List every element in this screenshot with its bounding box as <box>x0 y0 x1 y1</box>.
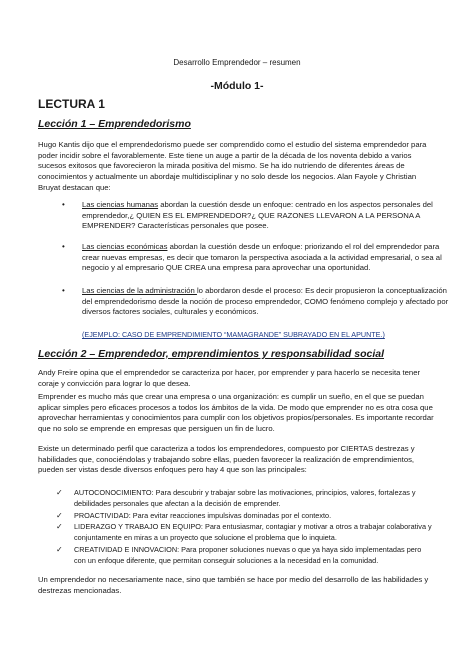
bullet-lead: Las ciencias económicas <box>82 242 168 251</box>
lesson2-paragraph-2: Emprender es mucho más que crear una empresa o una organización: es cumplir un sueño, en el que se puedan aplicar simples pero eficaces procesos a todos los ámbitos de la vida. De modo que emprender no es otra cosa que aprovechar herramientas y conocimientos para cumplir con los objetivos propios/personales. Es importante recordar que no solo se emprende en empresas que persiguen un fin de lucro. <box>38 392 434 434</box>
check-icon: ✓ <box>56 545 63 554</box>
lesson2-paragraph-3: Existe un determinado perfil que caracteriza a todos los emprendedores, compuesto por CIERTAS destrezas y habilidades que, conociéndolas y trabajando sobre ellas, pueden favorecer la realización de emprendimientos, pueden ser vistas desde diversos enfoques pero hay 4 que son las principales: <box>38 444 415 475</box>
bullet-icon: • <box>62 200 65 209</box>
bullet-icon: • <box>62 286 65 295</box>
lesson1-example <box>82 330 452 341</box>
bullet-text: abordan la cuestión desde un enfoque: priorizando el rol del emprendedor para crear nuevas empresas, es decir que tomaron la perspectiva asociada a la actividad empresarial, o sea al negocio y al empresario QUE CREA una empresa para aprovechar una oportunidad. <box>82 242 442 273</box>
trait-creatividad: CREATIVIDAD E INNOVACION: Para proponer soluciones nuevas o que ya haya sido implementadas pero con un enfoque diferente, que permitan conseguir soluciones a la necesidad en la comunidad. <box>74 545 422 565</box>
document-header: Desarrollo Emprendedor – resumen <box>173 58 301 67</box>
lesson1-bullet-2 <box>82 242 452 274</box>
bullet-text: abordan la cuestión desde un enfoque: centrado en los aspectos personales del emprendedor,¿ QUIEN ES EL EMPRENDEDOR?¿ QUE RAZONES LLEVARON A LA PERSONA A EMPRENDER? Características personales que posee. <box>82 200 433 231</box>
lesson1-title: Lección 1 – Emprendedorismo <box>38 118 191 130</box>
check-icon: ✓ <box>56 488 63 497</box>
check-icon: ✓ <box>56 511 63 520</box>
lesson1-intro: Hugo Kantis dijo que el emprendedorismo puede ser comprendido como el estudio del sistema emprendedor para poder incidir sobre el favorablemente. Este tiene un auge a partir de la década de los noventa debido a varios sucesos exitosos que favorecieron la mirada positiva del mismo. Se ha ido nutriendo de diferentes áreas de conocimientos y actualmente un abordaje multidisciplinar y no solo desde los negocios. Alan Fayole y Christian Bruyat destacan que: <box>38 140 427 192</box>
lesson2-title: Lección 2 – Emprendedor, emprendimientos y responsabilidad social <box>38 348 385 360</box>
lesson1-bullet-3 <box>82 286 452 318</box>
lectura-heading: LECTURA 1 <box>38 97 105 111</box>
trait-proactividad: PROACTIVIDAD: Para evitar reacciones impulsivas dominadas por el contexto. <box>74 511 332 520</box>
bullet-text: lo abordaron desde el proceso: Es decir propusieron la conceptualización del emprendedorismo desde la noción de proceso emprendedor, COMO fenómeno complejo y afectado por diversos factores sociales, culturales y económicos. <box>82 286 449 317</box>
example-text: (EJEMPLO: CASO DE EMPRENDIMIENTO “MAMAGRANDE” SUBRAYADO EN EL APUNTE.) <box>82 330 385 339</box>
lesson2-paragraph-1: Andy Freire opina que el emprendedor se caracteriza por hacer, por emprender y para hacerlo se necesita tener coraje y convicción para lograr lo que desea. <box>38 368 421 388</box>
trait-liderazgo: LIDERAZGO Y TRABAJO EN EQUIPO: Para entusiasmar, contagiar y motivar a otros a trabajar colaborativa y conjuntamente en miras a un proyecto que solucione el problema que lo inquieta. <box>74 522 432 542</box>
trait-autoconocimiento: AUTOCONOCIMIENTO: Para descubrir y trabajar sobre las motivaciones, principios, valores, fortalezas y debilidades personales que afectan a la decisión de emprender. <box>74 488 416 508</box>
bullet-icon: • <box>62 242 65 251</box>
bullet-lead: Las ciencias humanas <box>82 200 159 209</box>
bullet-lead: Las ciencias de la administración <box>82 286 197 295</box>
module-title: -Módulo 1- <box>210 80 264 92</box>
lesson1-bullet-1 <box>82 200 452 232</box>
lesson2-closing: Un emprendedor no necesariamente nace, sino que también se hace por medio del desarrollo de las habilidades y destrezas mencionadas. <box>38 575 429 595</box>
check-icon: ✓ <box>56 522 63 531</box>
